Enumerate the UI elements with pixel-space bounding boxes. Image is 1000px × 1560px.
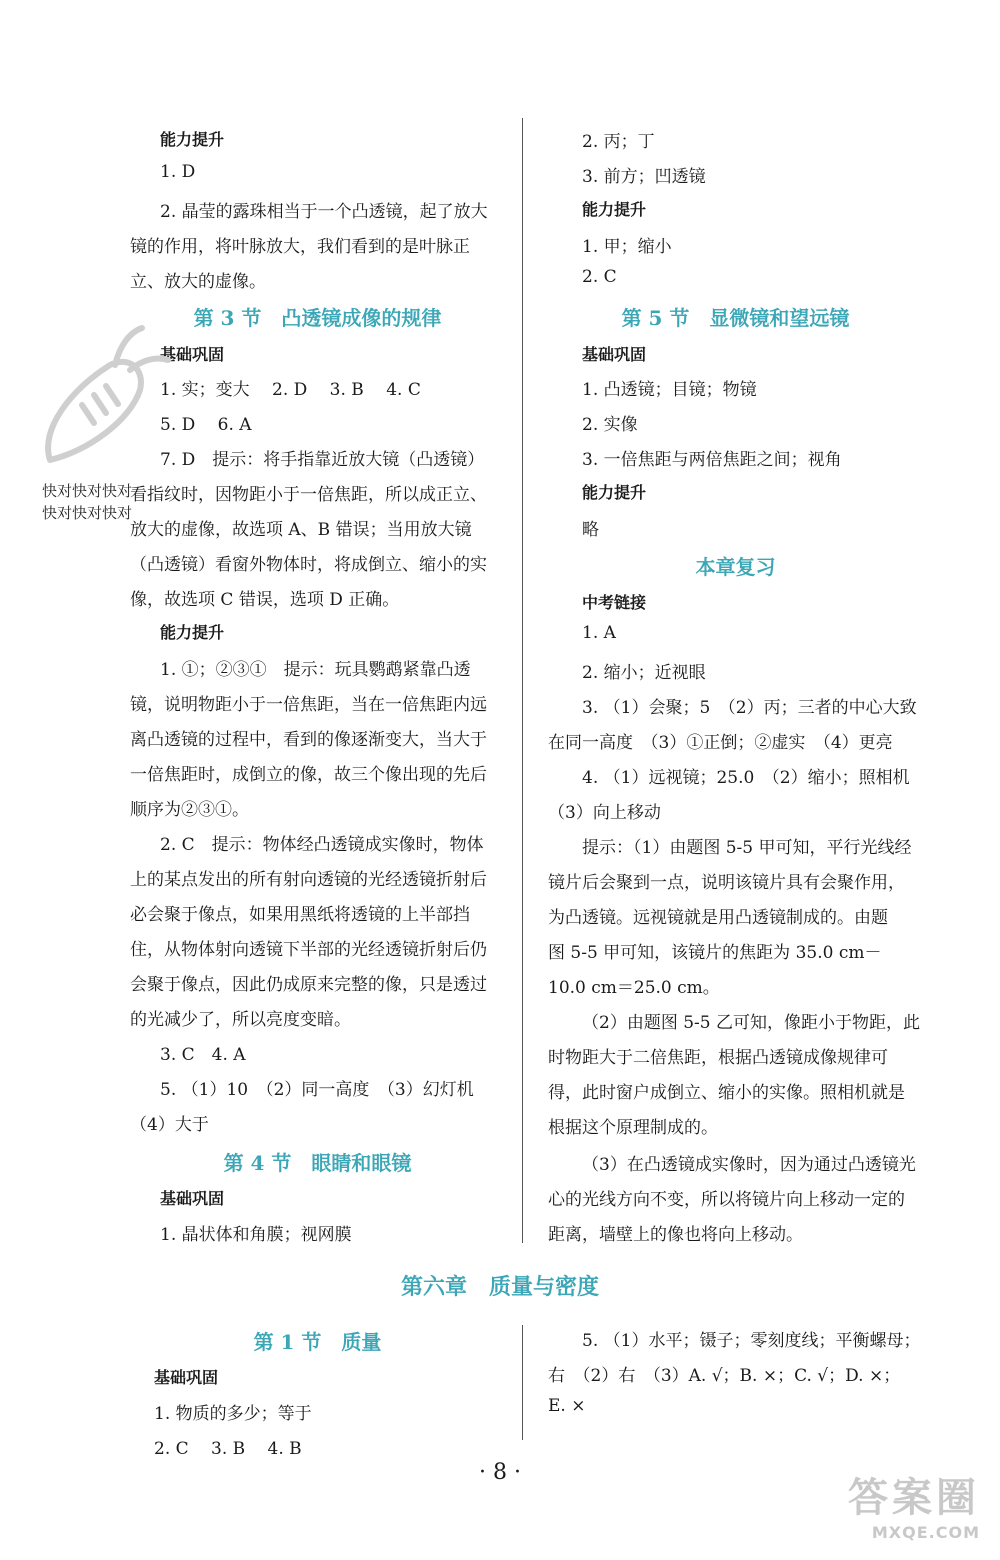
- carrot-watermark-icon: [30, 320, 180, 480]
- answer-line: 上的某点发出的所有射向透镜的光经透镜折射后: [130, 870, 487, 890]
- answer-line: 镜，说明物距小于一倍焦距，当在一倍焦距内远: [130, 695, 487, 715]
- answer-line: 2. C 3. B 4. B: [154, 1439, 302, 1459]
- answer-line: 1. A: [582, 623, 616, 643]
- answer-line: 1. 甲；缩小: [582, 237, 672, 257]
- answer-line: 得，此时窗户成倒立、缩小的实像。照相机就是: [548, 1083, 905, 1103]
- answer-line: 像，故选项 C 错误，选项 D 正确。: [130, 590, 400, 610]
- answer-line: 住，从物体射向透镜下半部的光经透镜折射后仍: [130, 940, 487, 960]
- answer-line: 1. 实；变大 2. D 3. B 4. C: [160, 380, 421, 400]
- answer-line: 提示：（1）由题图 5-5 甲可知，平行光线经: [582, 838, 912, 858]
- section-title: 本章复习: [695, 555, 776, 579]
- section-title: 第 5 节 显微镜和望远镜: [621, 306, 850, 330]
- answer-line: 右 （2）右 （3）A. √；B. ×；C. √；D. ×；: [548, 1366, 901, 1386]
- answer-line: 2. 实像: [582, 415, 638, 435]
- answer-line: 在同一高度 （3）①正倒；②虚实 （4）更亮: [548, 733, 893, 753]
- answer-line: 2. 丙；丁: [582, 132, 655, 152]
- left-column: [130, 0, 505, 1260]
- answer-line: 1. 晶状体和角膜；视网膜: [160, 1225, 352, 1245]
- answer-line: 时物距大于二倍焦距，根据凸透镜成像规律可: [548, 1048, 888, 1068]
- answer-line: 为凸透镜。远视镜就是用凸透镜制成的。由题: [548, 908, 888, 928]
- answer-line: 1. D: [160, 162, 196, 182]
- answer-line: 5. D 6. A: [160, 415, 252, 435]
- heading-basic: 基础巩固: [582, 345, 647, 364]
- watermark-text: 快对快对快对: [42, 504, 133, 522]
- answer-line: 3. 前方；凹透镜: [582, 167, 706, 187]
- answer-line: （3）向上移动: [548, 803, 661, 823]
- heading-ability: 能力提升: [582, 483, 647, 502]
- heading-basic: 基础巩固: [160, 1189, 225, 1208]
- answer-line: 2. 晶莹的露珠相当于一个凸透镜，起了放大: [160, 202, 488, 222]
- answer-line: 必会聚于像点，如果用黑纸将透镜的上半部挡: [130, 905, 470, 925]
- answer-line: 距离，墙壁上的像也将向上移动。: [548, 1225, 803, 1245]
- heading-basic: 基础巩固: [160, 345, 225, 364]
- bottom-right-column: [548, 1310, 923, 1460]
- site-logo-main: 答案圈: [848, 1475, 980, 1521]
- answer-line: （凸透镜）看窗外物体时，将成倒立、缩小的实: [130, 555, 487, 575]
- answer-line: 3. （1）会聚；5 （2）丙；三者的中心大致: [582, 698, 917, 718]
- answer-line: 2. C 提示：物体经凸透镜成实像时，物体: [160, 835, 484, 855]
- answer-line: 立、放大的虚像。: [130, 272, 266, 292]
- column-divider: [522, 1325, 523, 1440]
- answer-line: 10.0 cm＝25.0 cm。: [548, 978, 720, 998]
- answer-line: 顺序为②③①。: [130, 800, 249, 820]
- section-title: 第 1 节 质量: [253, 1330, 382, 1354]
- answer-line: （4）大于: [130, 1115, 209, 1135]
- answer-line: 5. （1）10 （2）同一高度 （3）幻灯机: [160, 1080, 474, 1100]
- answer-line: 的光减少了，所以亮度变暗。: [130, 1010, 351, 1030]
- answer-line: 2. C: [582, 267, 617, 287]
- answer-line: 图 5-5 甲可知，该镜片的焦距为 35.0 cm－: [548, 943, 882, 963]
- answer-line: 3. 一倍焦距与两倍焦距之间；视角: [582, 450, 842, 470]
- answer-line: 看指纹时，因物距小于一倍焦距，所以成正立、: [130, 485, 487, 505]
- answer-line: 略: [582, 520, 599, 540]
- section-title: 第 3 节 凸透镜成像的规律: [193, 306, 442, 330]
- answer-line: 4. （1）远视镜；25.0 （2）缩小；照相机: [582, 768, 910, 788]
- heading-ability: 能力提升: [160, 130, 225, 149]
- chapter-title: 第六章 质量与密度: [400, 1274, 599, 1300]
- section-title: 第 4 节 眼睛和眼镜: [223, 1151, 412, 1175]
- site-logo-url: MXQE.COM: [871, 1523, 980, 1542]
- site-logo: [848, 1466, 980, 1542]
- answer-line: E. ×: [548, 1396, 586, 1416]
- answer-line: 根据这个原理制成的。: [548, 1118, 718, 1138]
- answer-line: 镜的作用，将叶脉放大，我们看到的是叶脉正: [130, 237, 470, 257]
- answer-line: 镜片后会聚到一点，说明该镜片具有会聚作用，: [548, 873, 905, 893]
- column-divider: [522, 118, 523, 1243]
- answer-line: 2. 缩小；近视眼: [582, 663, 706, 683]
- right-column: [548, 0, 923, 1260]
- answer-line: （3）在凸透镜成实像时，因为通过凸透镜光: [582, 1155, 916, 1175]
- answer-line: 一倍焦距时，成倒立的像，故三个像出现的先后: [130, 765, 487, 785]
- heading-ability: 能力提升: [582, 200, 647, 219]
- answer-line: （2）由题图 5-5 乙可知，像距小于物距，此: [582, 1013, 920, 1033]
- answer-line: 1. 物质的多少；等于: [154, 1404, 312, 1424]
- answer-line: 5. （1）水平；镊子；零刻度线；平衡螺母；: [582, 1331, 921, 1351]
- answer-line: 3. C 4. A: [160, 1045, 246, 1065]
- answer-line: 心的光线方向不变，所以将镜片向上移动一定的: [548, 1190, 905, 1210]
- bottom-left-column: [130, 1310, 505, 1460]
- heading-basic: 基础巩固: [154, 1368, 219, 1387]
- answer-line: 会聚于像点，因此仍成原来完整的像，只是透过: [130, 975, 487, 995]
- heading-link: 中考链接: [582, 593, 647, 612]
- answer-line: 7. D 提示：将手指靠近放大镜（凸透镜）: [160, 450, 485, 470]
- answer-line: 离凸透镜的过程中，看到的像逐渐变大，当大于: [130, 730, 487, 750]
- page-number: · 8 ·: [479, 1460, 521, 1485]
- heading-ability: 能力提升: [160, 623, 225, 642]
- answer-line: 1. ①；②③① 提示：玩具鹦鹉紧靠凸透: [160, 660, 471, 680]
- answer-line: 放大的虚像，故选项 A、B 错误；当用放大镜: [130, 520, 472, 540]
- watermark-text: 快对快对快对: [42, 482, 133, 500]
- answer-line: 1. 凸透镜；目镜；物镜: [582, 380, 757, 400]
